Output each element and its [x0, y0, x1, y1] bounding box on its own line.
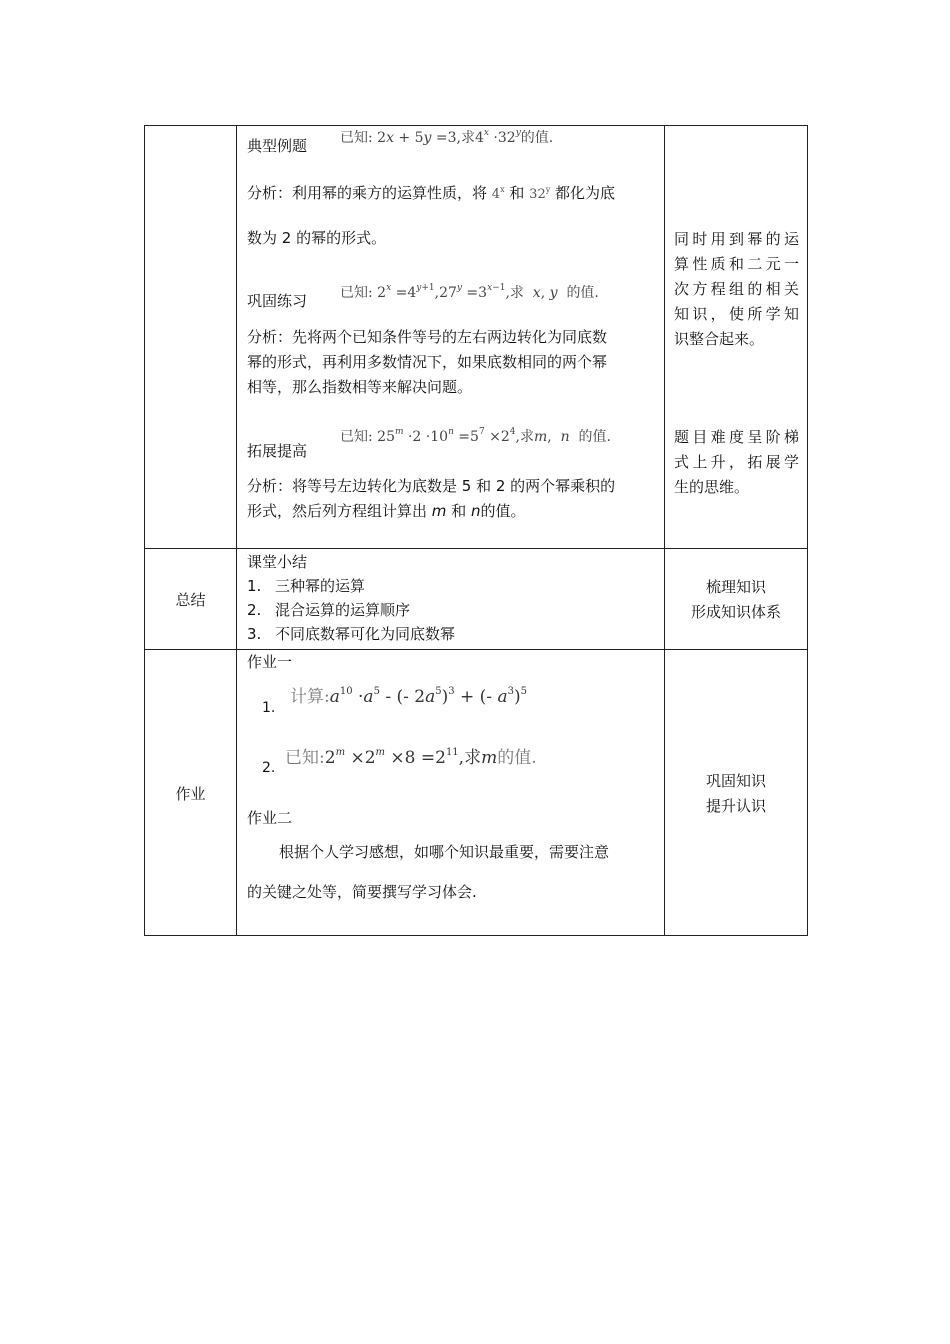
row1-note-1-line: 同时用到幂的运 — [674, 230, 799, 248]
homework-note — [665, 769, 807, 819]
homework-1-item-1-formula: 计算$:a^{10} \cdot a^5$ - (- $2a^5)^3$ + (- $a^3)^5$ — [290, 686, 527, 707]
practice-analysis-line2: 幂的形式，再利用多数情况下，如果底数相同的两个幂 — [247, 353, 608, 371]
practice-problem-prefix: 已知: — [340, 285, 373, 301]
extend-analysis-line2 — [247, 499, 526, 523]
homework-label: 作业 — [175, 785, 206, 803]
extend-problem: 已知: $25^m \cdot 2 \cdot 10^n =5^7 \times 2^4$,求m, n 的值. — [340, 427, 611, 445]
homework-note-line: 巩固知识 — [705, 772, 766, 790]
homework-1-title: 作业一 — [247, 653, 293, 671]
extend-problem-tail: 的值. — [578, 429, 611, 445]
table-border-bottom — [144, 935, 808, 936]
practice-problem-tail: 的值. — [566, 285, 599, 301]
list-item — [247, 622, 657, 646]
row1-note-2 — [674, 425, 799, 500]
row1-note-1-line: 算性质和二元一 — [674, 255, 799, 273]
table-border-left — [144, 125, 145, 936]
table-col-divider-1 — [236, 125, 237, 936]
homework-1-item-2-tail: 的值. — [497, 748, 537, 768]
list-item-text: 不同底数幂可化为同底数幂 — [275, 625, 456, 643]
row1-note-1-line: 次方程组的相关 — [674, 280, 799, 298]
summary-note-line: 形成知识体系 — [690, 603, 781, 621]
summary-list — [247, 574, 657, 646]
practice-problem: 已知: $2^x =4^{y+1},27^y =3^{x-1}$,求 x, y 的值. — [340, 283, 599, 301]
row1-note-1-line: 识整合起来。 — [674, 330, 765, 348]
table-row-divider-1 — [144, 548, 808, 549]
homework-1-item-2-formula: 已知$:2^m \times 2^m \times 8 =2^{11}$,求m的值. — [285, 747, 537, 768]
homework-1-item-1-number: 1. — [262, 700, 276, 716]
practice-analysis-line3: 相等，那么指数相等来解决问题。 — [247, 378, 473, 396]
table-border-right — [807, 125, 808, 936]
extend-analysis-and: 和 — [451, 502, 467, 520]
row1-note-2-line: 题目难度呈阶梯 — [674, 428, 799, 446]
list-item-number: 3. — [247, 625, 262, 643]
homework-1-item-1-prefix: 计算: — [290, 687, 330, 707]
homework-1-item-2-number: 2. — [262, 760, 276, 776]
row1-note-1 — [674, 227, 799, 352]
example-analysis-part-b: 都化为底 — [555, 184, 616, 202]
homework-2-text-line1: 根据个人学习感想，如哪个知识最重要，需要注意 — [279, 843, 610, 861]
example-problem-prefix: 已知: — [340, 130, 373, 146]
extend-heading: 拓展提高 — [247, 442, 308, 460]
practice-heading: 巩固练习 — [247, 292, 308, 310]
list-item-text: 混合运算的运算顺序 — [275, 601, 411, 619]
extend-problem-prefix: 已知: — [340, 429, 373, 445]
homework-1-item-2-prefix: 已知: — [285, 748, 325, 768]
list-item — [247, 598, 657, 622]
list-item-text: 三种幂的运算 — [275, 577, 366, 595]
row1-note-2-line: 生的思维。 — [674, 478, 750, 496]
extend-analysis-line1: 分析：将等号左边转化为底数是 5 和 2 的两个幂乘积的 — [247, 477, 616, 495]
extend-analysis-part-a: 形式，然后列方程组计算出 — [247, 502, 428, 520]
row1-note-1-line: 知识，使所学知 — [674, 305, 799, 323]
practice-analysis-line1: 分析：先将两个已知条件等号的左右两边转化为同底数 — [247, 328, 608, 346]
example-analysis-and: 和 — [509, 184, 525, 202]
summary-note — [665, 575, 807, 625]
homework-note-line: 提升认识 — [705, 797, 766, 815]
table-row-divider-2 — [144, 649, 808, 650]
summary-note-line: 梳理知识 — [705, 578, 766, 596]
homework-2-text-line2: 的关键之处等，简要撰写学习体会. — [247, 883, 477, 901]
example-problem: 已知: 2x + 5y =3,求$4^x \cdot 32^y$的值. — [340, 128, 554, 146]
extend-analysis-m: m — [431, 502, 447, 520]
summary-label: 总结 — [175, 591, 206, 609]
list-item — [247, 574, 657, 598]
extend-analysis-part-b: 的值。 — [480, 502, 526, 520]
row1-note-2-line: 式上升，拓展学 — [674, 453, 799, 471]
homework-2-title: 作业二 — [247, 809, 293, 827]
summary-content — [247, 550, 657, 646]
summary-title: 课堂小结 — [247, 553, 308, 571]
example-heading: 典型例题 — [247, 137, 308, 155]
example-analysis-line1: 分析：利用幂的乘方的运算性质，将 4$^x$ 和 32$^y$ 都化为底 — [247, 184, 616, 202]
example-analysis-line2: 数为 2 的幂的形式。 — [247, 229, 387, 247]
example-problem-tail: 的值. — [520, 130, 554, 146]
list-item-number: 2. — [247, 601, 262, 619]
list-item-number: 1. — [247, 577, 262, 595]
extend-analysis-n: n — [471, 502, 481, 520]
example-analysis-part-a: 分析：利用幂的乘方的运算性质，将 — [247, 184, 488, 202]
